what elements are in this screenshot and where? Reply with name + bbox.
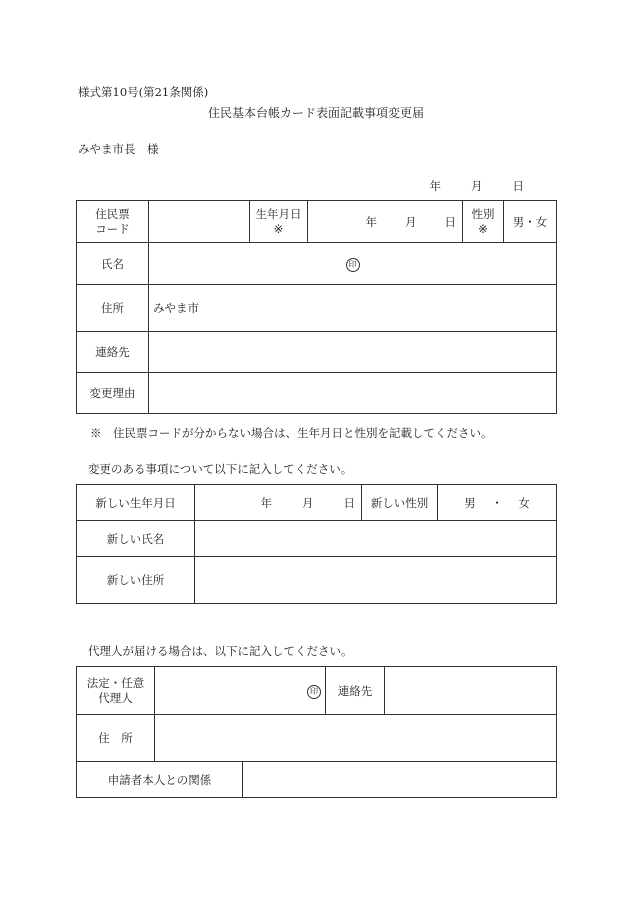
address-field[interactable]: みやま市 xyxy=(149,285,557,332)
relation-field[interactable] xyxy=(243,762,557,798)
submission-date[interactable] xyxy=(429,178,526,194)
relation-label: 申請者本人との関係 xyxy=(77,762,243,798)
form-number: 様式第10号(第21条関係) xyxy=(78,85,209,99)
birthdate-field[interactable] xyxy=(308,201,463,243)
new-name-field[interactable] xyxy=(195,521,557,557)
name-label: 氏名 xyxy=(77,243,149,285)
date-day-label: 日 xyxy=(512,179,524,193)
birth-year-label: 年 xyxy=(365,214,377,229)
new-birthdate-field[interactable] xyxy=(195,485,362,521)
new-address-label: 新しい住所 xyxy=(77,557,195,604)
new-address-field[interactable] xyxy=(195,557,557,604)
contact-field[interactable] xyxy=(149,332,557,373)
new-birthdate-label: 新しい生年月日 xyxy=(77,485,195,521)
agent-contact-field[interactable] xyxy=(385,667,557,715)
new-birth-year-label: 年 xyxy=(260,495,272,510)
change-table xyxy=(76,484,557,604)
gender-male: 男 xyxy=(464,495,476,510)
agent-address-field[interactable] xyxy=(155,715,557,762)
date-year-label: 年 xyxy=(429,179,441,193)
birth-month-label: 月 xyxy=(405,214,417,229)
agent-table xyxy=(76,666,557,798)
new-birth-day-label: 日 xyxy=(343,495,355,510)
seal-icon: 印 xyxy=(346,258,360,272)
agent-contact-label: 連絡先 xyxy=(326,667,385,715)
new-birth-month-label: 月 xyxy=(302,495,314,510)
birth-day-label: 日 xyxy=(444,214,456,229)
change-instruction: 変更のある事項について以下に記入してください。 xyxy=(88,462,353,476)
reason-label: 変更理由 xyxy=(77,373,149,414)
new-gender-choice[interactable] xyxy=(438,485,557,521)
address-label: 住所 xyxy=(77,285,149,332)
reason-field[interactable] xyxy=(149,373,557,414)
form-title: 住民基本台帳カード表面記載事項変更届 xyxy=(208,106,425,120)
gender-label: 性別 ※ xyxy=(463,201,504,243)
birthdate-label: 生年月日 ※ xyxy=(250,201,308,243)
contact-label: 連絡先 xyxy=(77,332,149,373)
addressee: みやま市長 様 xyxy=(78,142,159,156)
note-text: ※ 住民票コードが分からない場合は、生年月日と性別を記載してください。 xyxy=(90,426,493,440)
gender-choice[interactable]: 男・女 xyxy=(504,201,557,243)
new-name-label: 新しい氏名 xyxy=(77,521,195,557)
agent-name-field[interactable] xyxy=(155,667,326,715)
agent-seal-icon: 印 xyxy=(307,685,321,699)
new-gender-label: 新しい性別 xyxy=(362,485,438,521)
gender-female: 女 xyxy=(518,495,530,510)
applicant-table xyxy=(76,200,557,414)
date-month-label: 月 xyxy=(471,179,483,193)
resident-code-label: 住民票 コード xyxy=(77,201,149,243)
agent-address-label: 住 所 xyxy=(77,715,155,762)
agent-label: 法定・任意 代理人 xyxy=(77,667,155,715)
name-field[interactable] xyxy=(149,243,557,285)
resident-code-field[interactable] xyxy=(149,201,250,243)
gender-separator: ・ xyxy=(491,495,503,510)
agent-instruction: 代理人が届ける場合は、以下に記入してください。 xyxy=(88,644,353,658)
